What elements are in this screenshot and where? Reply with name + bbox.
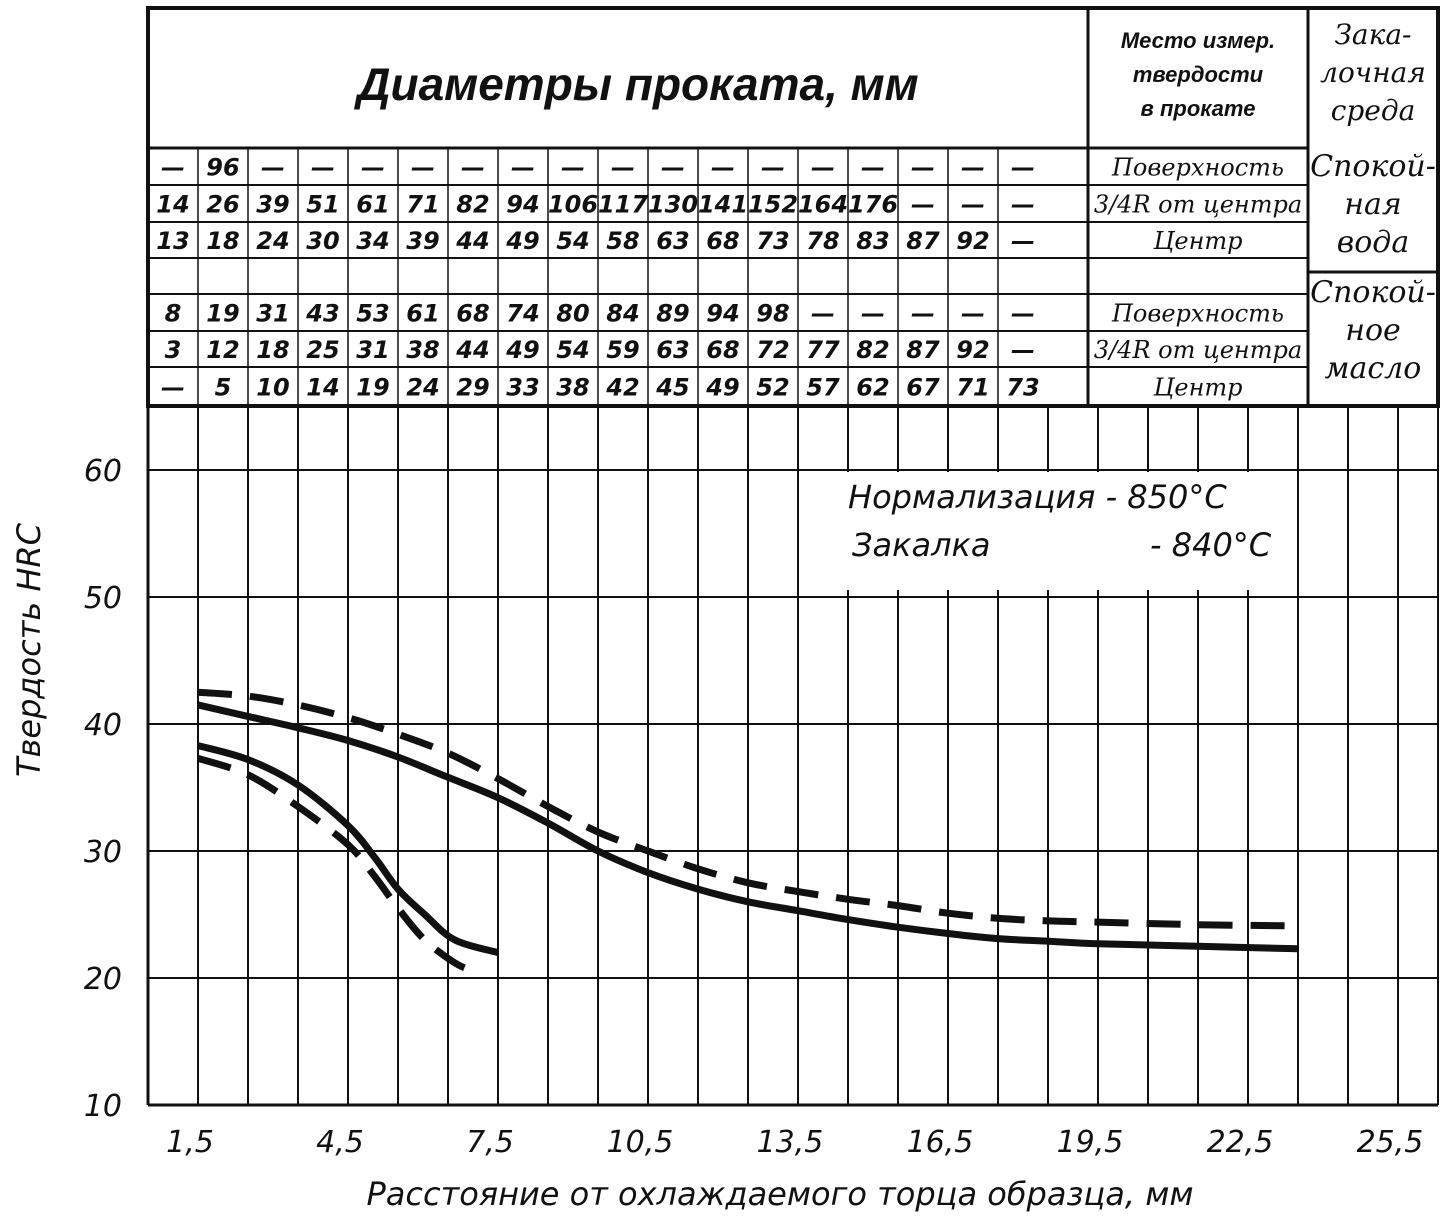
table-cell: — <box>961 299 985 328</box>
table-cell: 98 <box>756 299 790 328</box>
table-cell: 54 <box>556 227 590 255</box>
place-title-line-3: в прокате <box>1140 96 1256 121</box>
medium-water-line-2: ная <box>1344 187 1402 222</box>
table-cell: 33 <box>506 373 540 402</box>
table-cell: 25 <box>306 336 340 364</box>
table-cell: 83 <box>856 227 890 255</box>
medium-water-line-1: Спокой- <box>1310 149 1436 184</box>
x-tick-label: 16,5 <box>906 1125 974 1160</box>
table-cell: — <box>761 153 785 182</box>
y-tick-label: 10 <box>83 1089 122 1124</box>
table-cell: — <box>361 153 385 182</box>
table-cell: 87 <box>906 227 940 255</box>
table-cell: 68 <box>706 336 740 364</box>
medium-water-line-3: вода <box>1336 225 1410 260</box>
table-cell: 152 <box>747 190 799 219</box>
series-line-4 <box>198 758 475 971</box>
table-cell: — <box>911 299 935 328</box>
table-cell: 24 <box>256 227 290 255</box>
table-cell: 54 <box>556 336 590 364</box>
table-cell: 73 <box>1006 373 1040 402</box>
x-axis-ticks <box>166 1125 1446 1160</box>
table-cell: 94 <box>506 190 540 219</box>
table-cell: 63 <box>656 336 690 364</box>
table-cell: — <box>661 153 685 182</box>
table-place-label: Центр <box>1153 373 1243 402</box>
table-cell: 141 <box>697 190 749 219</box>
table-cell: 13 <box>156 227 190 255</box>
table-place-label: 3/4R от центра <box>1093 190 1303 219</box>
y-tick-label: 60 <box>83 454 122 489</box>
table-cell: 29 <box>456 373 490 402</box>
table-cell: 59 <box>606 336 640 364</box>
table-cell: 71 <box>406 190 440 219</box>
table-cell: 106 <box>547 190 599 219</box>
table-cell: — <box>161 153 185 182</box>
table-place-label: Центр <box>1153 227 1243 255</box>
table-grid <box>148 148 1308 406</box>
note-quench-label: Закалка <box>852 526 991 564</box>
table-cell: — <box>811 299 835 328</box>
table-cell: 62 <box>856 373 890 402</box>
table-cell: 92 <box>956 227 990 255</box>
x-tick-label: 4,5 <box>316 1125 364 1160</box>
table-cell: 39 <box>406 227 440 255</box>
table-cell: 12 <box>206 336 240 364</box>
table-cell: 52 <box>756 373 790 402</box>
table-cell: 10 <box>256 373 290 402</box>
table-cell: — <box>961 190 985 219</box>
medium-title-line-2: лочная <box>1320 56 1426 89</box>
medium-oil-line-2: ное <box>1345 313 1401 348</box>
table-cell: 96 <box>206 153 240 182</box>
table-place-label: Поверхность <box>1112 153 1284 182</box>
table-cell: 24 <box>406 373 440 402</box>
table-cell: — <box>461 153 485 182</box>
table-cell: 42 <box>606 373 640 402</box>
table-cell: 49 <box>706 373 740 402</box>
y-tick-label: 20 <box>83 962 122 997</box>
note-normalization: Нормализация - 850°С <box>848 478 1227 516</box>
x-tick-label: 1,5 <box>166 1125 214 1160</box>
x-axis-label: Расстояние от охлаждаемого торца образца, мм <box>366 1175 1194 1213</box>
table-cell: — <box>861 299 885 328</box>
y-tick-label: 30 <box>83 835 122 870</box>
table-cell: 78 <box>806 227 840 255</box>
table-cell: 3 <box>164 336 182 364</box>
table-cell: 94 <box>706 299 740 328</box>
table-cell: — <box>711 153 735 182</box>
table-cell: 72 <box>756 336 790 364</box>
table-cell: 164 <box>797 190 849 219</box>
medium-water <box>1310 149 1436 260</box>
table-cell: 176 <box>847 190 899 219</box>
table-cell: 49 <box>506 336 540 364</box>
table-cell: — <box>1011 190 1035 219</box>
x-tick-label: 7,5 <box>466 1125 514 1160</box>
y-axis-ticks <box>84 454 122 1124</box>
table-cell: 19 <box>356 373 390 402</box>
table-cell: 68 <box>706 227 740 255</box>
table-cell: — <box>1011 299 1035 328</box>
table-cell: 38 <box>406 336 440 364</box>
x-tick-label: 13,5 <box>756 1125 824 1160</box>
note-quench-value: - 840°С <box>1150 526 1272 564</box>
table-cell: 38 <box>556 373 590 402</box>
medium-oil-line-1: Спокой- <box>1310 275 1436 310</box>
medium-column-title <box>1320 18 1426 127</box>
table-cell: — <box>911 153 935 182</box>
table-cell: 80 <box>556 299 590 328</box>
place-title-line-2: твердости <box>1132 62 1264 87</box>
table-cell: 18 <box>256 336 290 364</box>
y-tick-label: 40 <box>83 708 122 743</box>
y-axis-label: Твердость HRC <box>10 522 48 778</box>
table-places <box>1094 154 1302 402</box>
table-cell: 45 <box>656 373 690 402</box>
table-cell: — <box>961 153 985 182</box>
notes-box <box>842 472 1288 590</box>
x-tick-label: 25,5 <box>1356 1125 1424 1160</box>
x-tick-label: 19,5 <box>1056 1125 1124 1160</box>
table-cell: 57 <box>806 373 840 402</box>
table-cell: 34 <box>356 227 390 255</box>
table-cell: — <box>1011 336 1035 364</box>
y-tick-label: 50 <box>83 581 122 616</box>
table-cell: 130 <box>647 190 699 219</box>
table-cell: — <box>911 190 935 219</box>
x-tick-label: 22,5 <box>1206 1125 1274 1160</box>
table-cell: 73 <box>756 227 790 255</box>
table-cell: 31 <box>356 336 390 364</box>
x-tick-label: 10,5 <box>606 1125 674 1160</box>
table-cell: — <box>861 153 885 182</box>
table-cell: — <box>511 153 535 182</box>
medium-title-line-3: среда <box>1330 94 1416 127</box>
place-column-title <box>1121 28 1275 121</box>
table-cell: 77 <box>806 336 840 364</box>
table-cell: 43 <box>306 299 340 328</box>
table-title: Диаметры проката, мм <box>357 58 919 110</box>
table-cell: 82 <box>856 336 890 364</box>
table-cell: 31 <box>256 299 290 328</box>
table-cell: — <box>161 373 185 402</box>
table-cell: 61 <box>356 190 390 219</box>
table-cell: 84 <box>606 299 640 328</box>
table-cell: 39 <box>256 190 290 219</box>
table-cell: — <box>611 153 635 182</box>
table-cell: 74 <box>506 299 540 328</box>
medium-oil <box>1310 275 1436 386</box>
table-cell: 30 <box>306 227 340 255</box>
table-cell: — <box>1011 227 1035 255</box>
place-title-line-1: Место измер. <box>1120 28 1276 53</box>
table-cell: 19 <box>206 299 240 328</box>
table-cell: — <box>1011 153 1035 182</box>
table-cell: 58 <box>606 227 640 255</box>
table-cell: — <box>311 153 335 182</box>
table-cell: — <box>811 153 835 182</box>
table-cell: 92 <box>956 336 990 364</box>
table-cell: 14 <box>156 190 190 219</box>
table-cell: — <box>411 153 435 182</box>
table-cell: 67 <box>906 373 940 402</box>
table-cell: 89 <box>656 299 690 328</box>
table-cell: 71 <box>956 373 990 402</box>
table-cell: — <box>561 153 585 182</box>
table-cell: 117 <box>597 190 649 219</box>
table-cell: 68 <box>456 299 490 328</box>
table-cell: 26 <box>206 190 240 219</box>
table-cell: 63 <box>656 227 690 255</box>
table-cell: — <box>261 153 285 182</box>
table-cell: 53 <box>356 299 390 328</box>
table-cell: 44 <box>456 227 490 255</box>
table-cell: 8 <box>164 299 182 328</box>
table-place-label: Поверхность <box>1112 299 1284 328</box>
medium-title-line-1: Зака- <box>1334 18 1412 51</box>
table-cell: 61 <box>406 299 440 328</box>
table-cell: 5 <box>214 373 232 402</box>
table-place-label: 3/4R от центра <box>1093 336 1303 364</box>
table-cell: 18 <box>206 227 240 255</box>
table-cell: 14 <box>306 373 340 402</box>
table-cell: 51 <box>306 190 340 219</box>
table-cell: 49 <box>506 227 540 255</box>
table-cell: 44 <box>456 336 490 364</box>
table-cell: 87 <box>906 336 940 364</box>
medium-oil-line-3: масло <box>1324 351 1422 386</box>
table-cell: 82 <box>456 190 490 219</box>
